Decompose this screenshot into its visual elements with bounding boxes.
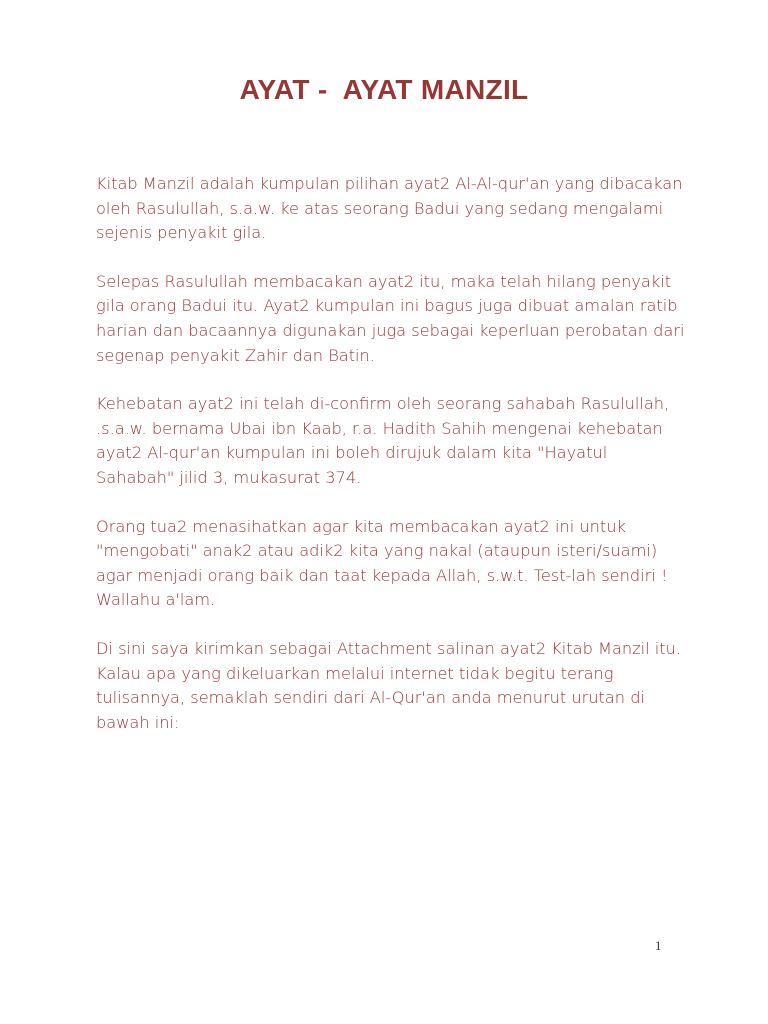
paragraph-hadith: Kehebatan ayat2 ini telah di-confirm oleh seorang sahabah Rasulullah, .s.a.w. bernama Ubai ibn Kaab, r.a. Hadith Sahih mengenai kehebatan ayat2 Al-qur'an kumpulan ini boleh dirujuk dalam kita "Hayatul Sahabah" jilid 3, mukasurat 374. (96, 394, 670, 487)
body-text (96, 172, 686, 759)
paragraph-healing: Selepas Rasulullah membacakan ayat2 itu, maka telah hilang penyakit gila orang Badui itu. Ayat2 kumpulan ini bagus juga dibuat amalan ratib harian dan bacaannya digunakan juga sebagai keperluan perobatan dari segenap penyakit Zahir dan Batin. (96, 271, 685, 365)
paragraph-attachment: Di sini saya kirimkan sebagai Attachment salinan ayat2 Kitab Manzil itu. Kalau apa yang dikeluarkan melalui internet tidak begitu terang tulisannya, semaklah sendiri dari Al-Qur'an anda menurut urutan di bawah ini: (96, 638, 682, 732)
page-number: 1 (655, 938, 662, 953)
page-title: AYAT - AYAT MANZIL (239, 74, 529, 105)
paragraph-advice: Orang tua2 menasihatkan agar kita membacakan ayat2 ini untuk "mengobati" anak2 atau adik2 kita yang nakal (ataupun isteri/suami) agar menjadi orang baik dan taat kepada Allah, s.w.t. Test-lah sendiri ! Wallahu a'lam. (96, 516, 668, 610)
paragraph-intro: Kitab Manzil adalah kumpulan pilihan ayat2 Al-Al-qur'an yang dibacakan oleh Rasulullah, s.a.w. ke atas seorang Badui yang sedang mengalami sejenis penyakit gila. (96, 174, 683, 243)
